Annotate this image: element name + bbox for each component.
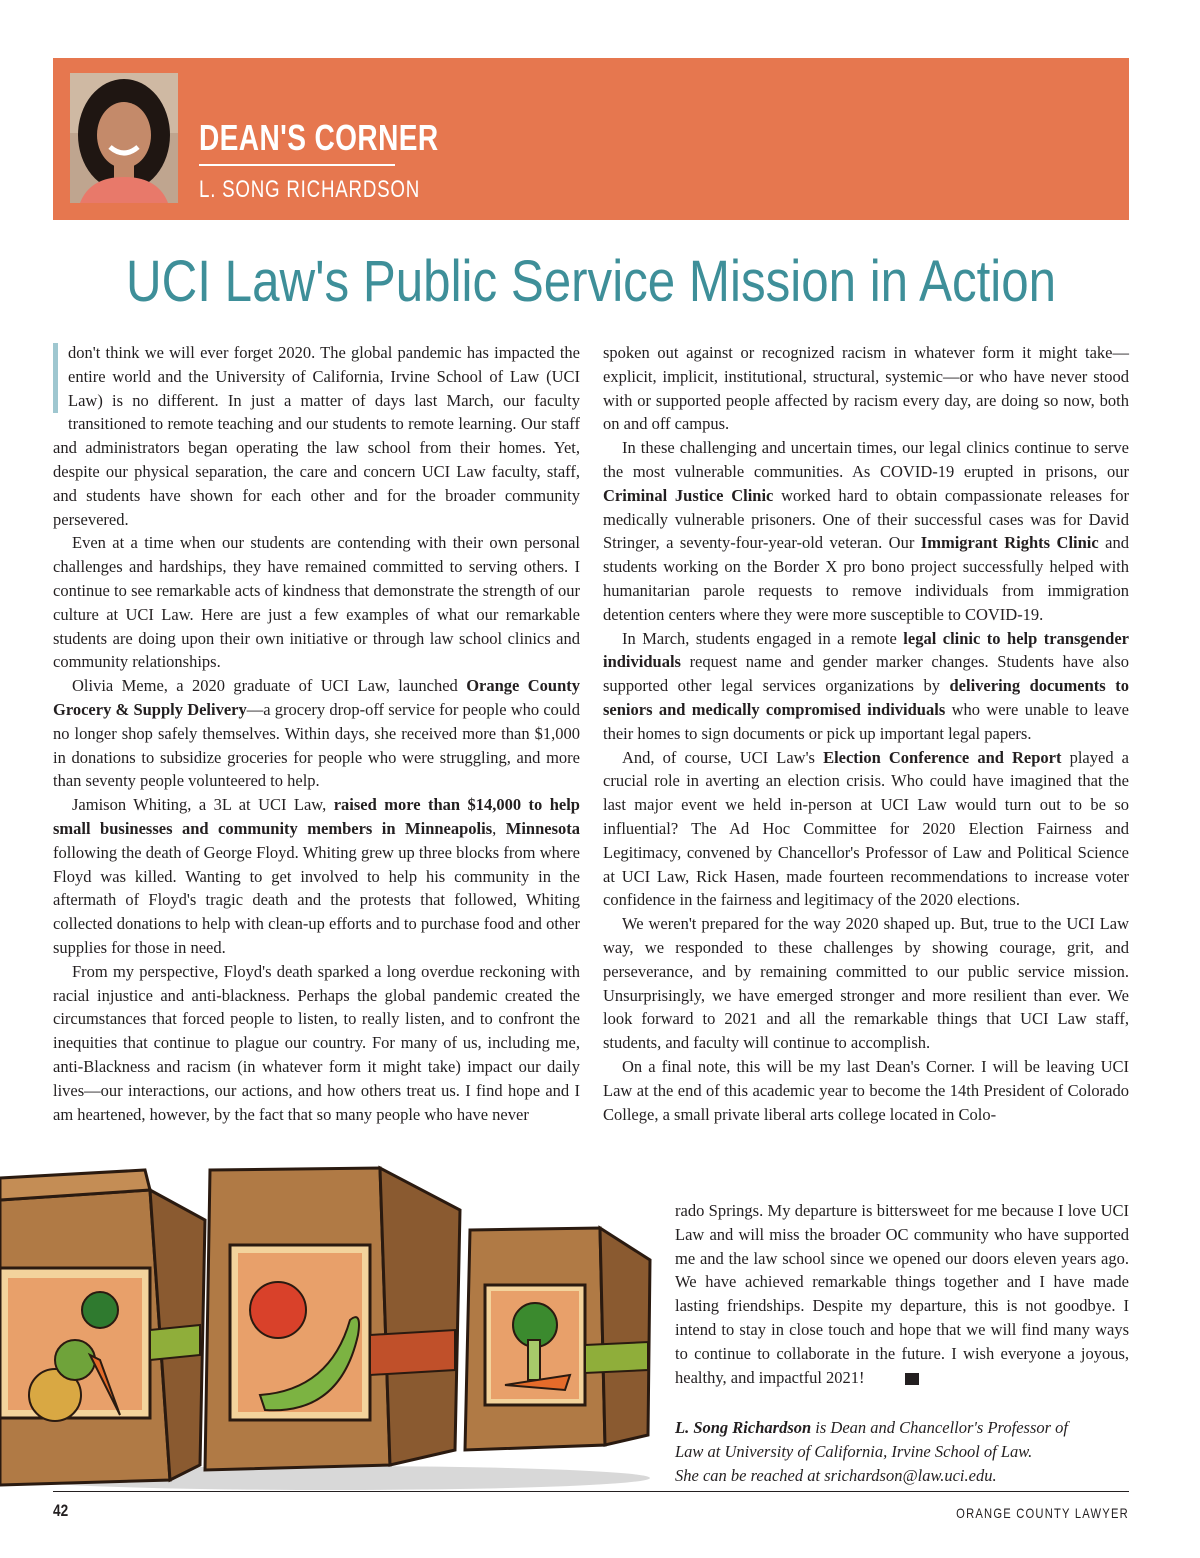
publication-name: ORANGE COUNTY LAWYER <box>956 1505 1129 1521</box>
end-mark-icon <box>905 1373 919 1385</box>
page-number: 42 <box>53 1501 69 1520</box>
paragraph: Even at a time when our students are contending with their own personal challenges and hardships, they have remained committed to serving others. I continue to see remarkable acts of kindness that demonstrate the strength of our culture at UCI Law. Here are just a few examples of what our remarkable students are doing upon their own initiative or through law school clinics and community relationships. <box>53 533 580 672</box>
right-column <box>603 341 1129 1126</box>
author-bio: L. Song Richardson is Dean and Chancellor's Professor of Law at University of California, Irvine School of Law. She can be reached at srichardson@law.uci.edu. <box>675 1418 1069 1485</box>
paragraph: Jamison Whiting, a 3L at UCI Law, raised more than $14,000 to help small businesses and community members in Minneapolis, Minnesota following the death of George Floyd. Whiting grew up three blocks from where Floyd was killed. Wanting to get involved to help his community in the aftermath of Floyd's tragic death and the protests that followed, Whiting collected donations to help with clean-up efforts and to purchase food and other supplies for those in need. <box>53 795 581 957</box>
author-portrait <box>70 73 178 203</box>
grocery-bags-illustration <box>0 1160 665 1490</box>
header-banner <box>53 58 1129 220</box>
grocery-bag-left <box>0 1170 205 1485</box>
closing-paragraph: rado Springs. My departure is bittersweet for me because I love UCI Law and will miss the broader OC community who have supported me and the law school since we opened our doors eleven years ago. We have achieved remarkable things together and I have made lasting friendships. Despite my departure, this is not goodbye. I intend to stay in close touch and hope that we will find many ways to continue to collaborate in the future. I wish everyone a joyous, healthy, and impactful 2021! <box>675 1201 1129 1387</box>
title-divider <box>199 164 395 166</box>
grocery-bag-middle <box>205 1168 460 1470</box>
drop-cap-bar <box>53 343 58 413</box>
paragraph: On a final note, this will be my last Dean's Corner. I will be leaving UCI Law at the end of this academic year to become the 14th President of Colorado College, a small private liberal arts college located in Colo- <box>603 1056 1129 1124</box>
paragraph: spoken out against or recognized racism in whatever form it might take—explicit, implicit, institutional, structural, systemic—or who have never stood with or supported people affected by racism every day, are doing so now, both on and off campus. <box>603 343 1129 434</box>
article-headline: UCI Law's Public Service Mission in Action <box>126 249 1057 314</box>
footer-divider <box>53 1491 1129 1492</box>
section-title: DEAN'S CORNER <box>199 117 439 158</box>
paragraph: don't think we will ever forget 2020. The global pandemic has impacted the entire world and the University of California, Irvine School of Law (UCI Law) is no different. In just a matter of days last March, our faculty transitioned to remote teaching and our students to remote learning. Our staff and administrators began operating the law school from their homes. Yet, despite our physical separation, the care and concern UCI Law faculty, staff, and students have shown for each other and for the broader community persevered. <box>53 343 580 529</box>
paragraph: And, of course, UCI Law's Election Conference and Report played a crucial role in averting an election crisis. Who could have imagined that the last major event we held in-person at UCI Law would turn out to be so influential? The Ad Hoc Committee for 2020 Election Fairness and Legitimacy, convened by Chancellor's Professor of Law and Political Science at UCI Law, Rick Hasen, made fourteen recommendations to increase voter confidence in the fairness and legitimacy of the 2020 elections. <box>603 747 1129 910</box>
paragraph: We weren't prepared for the way 2020 shaped up. But, true to the UCI Law way, we responded to these challenges by showing courage, grit, and perseverance, and by remaining committed to our public service mission. Unsurprisingly, we have emerged stronger and more resilient than ever. We look forward to 2021 and all the remarkable things that UCI Law staff, students, and faculty will continue to accomplish. <box>603 914 1129 1053</box>
bio-name: L. Song Richardson <box>675 1418 812 1437</box>
grocery-bag-right <box>465 1228 650 1450</box>
paragraph: Olivia Meme, a 2020 graduate of UCI Law, launched Orange County Grocery & Supply Delivery—a grocery drop-off service for people who could no longer shop safely themselves. Within days, she received more than $1,000 in donations to subsidize groceries for people who were struggling, and more than seventy people volunteered to help. <box>53 676 581 791</box>
paragraph: In these challenging and uncertain times, our legal clinics continue to serve the most vulnerable communities. As COVID-19 erupted in prisons, our Criminal Justice Clinic worked hard to obtain compassionate releases for medically vulnerable prisoners. One of their successful cases was for David Stringer, a seventy-four-year-old veteran. Our Immigrant Rights Clinic and students working on the Border X pro bono project successfully helped with humanitarian parole requests to remove individuals from immigration detention centers where they were more susceptible to COVID-19. <box>603 438 1129 624</box>
paragraph: In March, students engaged in a remote legal clinic to help transgender individuals request name and gender marker changes. Students have also supported other legal services organizations by delivering documents to seniors and medically compromised individuals who were unable to leave their homes to sign documents or pick up important legal papers. <box>603 628 1129 743</box>
section-author: L. SONG RICHARDSON <box>199 176 421 203</box>
left-column <box>53 341 580 1161</box>
paragraph: From my perspective, Floyd's death sparked a long overdue reckoning with racial injustice and anti-blackness. Perhaps the global pandemic created the circumstances that forced people to listen, to really listen, and to confront the inequities that continue to plague our country. For many of us, including me, anti-Blackness and racism (in whatever form it might take) impact our daily lives—our interactions, our actions, and how others treat us. I find hope and I am heartened, however, by the fact that so many people who have never <box>53 961 580 1124</box>
